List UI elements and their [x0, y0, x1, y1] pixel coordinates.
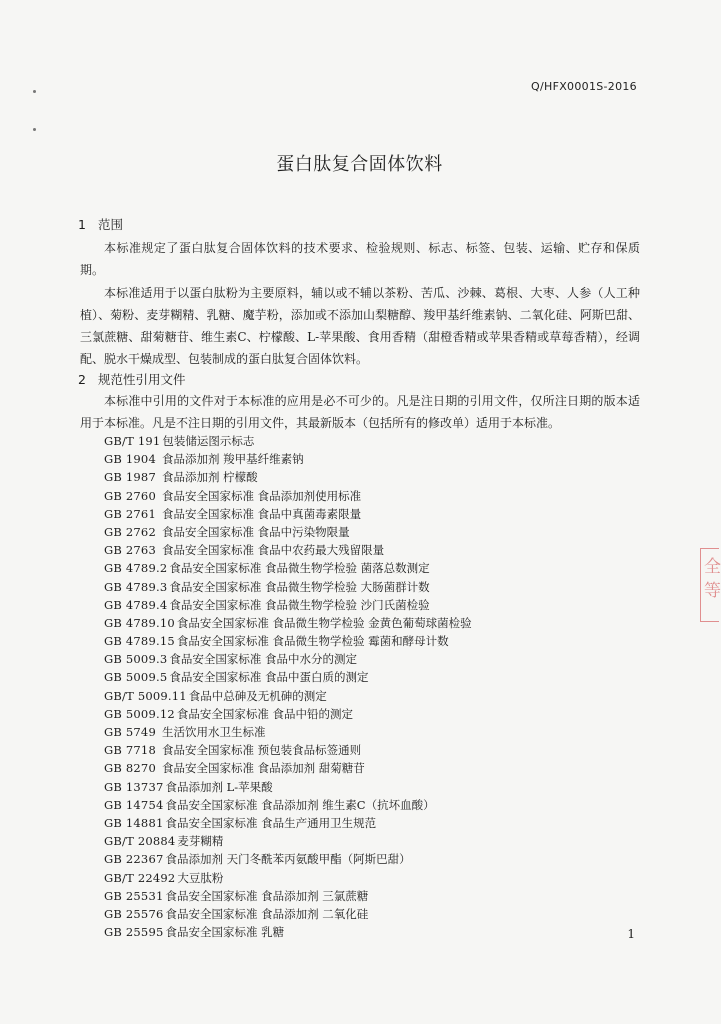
reference-code: GB 2763	[104, 543, 156, 558]
reference-name: 大豆肽粉	[177, 870, 224, 885]
reference-code: GB/T 5009.11	[104, 688, 187, 703]
binding-hole-dot	[33, 90, 36, 93]
reference-code: GB 4789.3	[104, 579, 168, 594]
reference-item	[104, 432, 644, 450]
section-title: 范围	[97, 217, 123, 232]
reference-item	[104, 723, 644, 741]
reference-name: 生活饮用水卫生标准	[162, 725, 266, 739]
reference-item	[104, 832, 644, 850]
reference-item	[104, 705, 644, 723]
reference-code: GB 25595	[104, 925, 164, 940]
reference-item	[104, 796, 644, 814]
reference-item	[104, 541, 644, 559]
reference-item	[104, 850, 644, 868]
reference-item	[104, 923, 644, 941]
reference-name: 食品安全国家标准 乳糖	[165, 925, 285, 940]
reference-code: GB/T 22492	[104, 870, 176, 885]
reference-name: 食品添加剂 L-苹果酸	[165, 779, 273, 794]
reference-item	[104, 759, 644, 777]
reference-item	[104, 905, 644, 923]
reference-item	[104, 887, 644, 905]
section-number: 2	[78, 372, 86, 387]
red-seal-stamp-fragment: 全 等	[700, 548, 719, 622]
reference-code: GB/T 191	[104, 434, 161, 448]
reference-item	[104, 450, 644, 468]
reference-name: 包装储运图示标志	[162, 434, 255, 448]
reference-item	[104, 650, 644, 668]
reference-name: 食品安全国家标准 食品微生物学检验 菌落总数测定	[169, 561, 430, 576]
reference-name: 食品安全国家标准 食品微生物学检验 大肠菌群计数	[169, 579, 430, 594]
reference-code: GB 5009.3	[104, 652, 168, 667]
reference-name: 食品安全国家标准 食品微生物学检验 霉菌和酵母计数	[176, 634, 449, 649]
paragraph: 本标准中引用的文件对于本标准的应用是必不可少的。凡是注日期的引用文件，仅所注日期的版本适用于本标准。凡是不注日期的引用文件，其最新版本（包括所有的修改单）适用于本标准。	[80, 394, 640, 430]
reference-name: 食品添加剂 羧甲基纤维素钠	[162, 452, 304, 467]
reference-code: GB 5009.5	[104, 670, 168, 685]
reference-code: GB 4789.15	[104, 634, 175, 649]
reference-list	[104, 432, 644, 941]
reference-name: 食品安全国家标准 食品微生物学检验 沙门氏菌检验	[169, 597, 430, 612]
reference-item	[104, 632, 644, 650]
reference-code: GB 4789.10	[104, 615, 175, 630]
reference-code: GB 13737	[104, 779, 164, 794]
section-heading-normative-references	[78, 370, 186, 388]
reference-code: GB 1987	[104, 470, 156, 485]
reference-item	[104, 869, 644, 887]
reference-name: 食品安全国家标准 食品中蛋白质的测定	[169, 670, 369, 685]
reference-item	[104, 778, 644, 796]
reference-code: GB 7718	[104, 743, 156, 758]
reference-item	[104, 596, 644, 614]
reference-item	[104, 814, 644, 832]
reference-name: 食品安全国家标准 食品添加剂使用标准	[162, 488, 362, 503]
paragraph: 本标准适用于以蛋白肽粉为主要原料，辅以或不辅以茶粉、苦瓜、沙棘、葛根、大枣、人参（人工种植）、菊粉、麦芽糊精、乳糖、魔芋粉，添加或不添加山梨糖醇、羧甲基纤维素钠、二氧化硅、阿斯巴甜、三氯蔗糖、甜菊糖苷、维生素C、柠檬酸、L-苹果酸、食用香精（甜橙香精或苹果香精或草莓香精），经调配、脱水干燥成型、包装制成的蛋白肽复合固体饮料。	[80, 286, 640, 366]
section-heading-scope	[78, 215, 123, 233]
document-title: 蛋白肽复合固体饮料	[276, 154, 443, 175]
reference-name: 食品安全国家标准 食品添加剂 二氧化硅	[165, 906, 369, 921]
reference-code: GB 5009.12	[104, 706, 175, 721]
reference-code: GB 14754	[104, 797, 164, 812]
reference-code: GB 14881	[104, 815, 164, 830]
reference-code: GB 4789.2	[104, 561, 168, 576]
reference-code: GB 8270	[104, 761, 156, 776]
paragraph: 本标准规定了蛋白肽复合固体饮料的技术要求、检验规则、标志、标签、包装、运输、贮存和保质期。	[80, 241, 640, 277]
reference-item	[104, 468, 644, 486]
reference-name: 麦芽糊精	[177, 834, 224, 849]
reference-item	[104, 614, 644, 632]
reference-name: 食品安全国家标准 食品中真菌毒素限量	[162, 506, 362, 521]
reference-item	[104, 578, 644, 596]
reference-code: GB 25531	[104, 888, 164, 903]
reference-code: GB 2762	[104, 524, 156, 539]
reference-name: 食品中总砷及无机砷的测定	[188, 688, 327, 703]
reference-item	[104, 668, 644, 686]
reference-item	[104, 687, 644, 705]
reference-name: 食品添加剂 天门冬酰苯丙氨酸甲酯（阿斯巴甜）	[165, 852, 411, 867]
reference-item	[104, 505, 644, 523]
reference-name: 食品安全国家标准 食品中铅的测定	[176, 706, 354, 721]
reference-name: 食品安全国家标准 食品微生物学检验 金黄色葡萄球菌检验	[176, 615, 472, 630]
reference-code: GB 1904	[104, 452, 156, 467]
reference-code: GB 2760	[104, 488, 156, 503]
reference-item	[104, 523, 644, 541]
reference-code: GB/T 20884	[104, 834, 176, 849]
reference-name: 食品安全国家标准 食品添加剂 维生素C（抗坏血酸）	[165, 797, 435, 812]
reference-name: 食品安全国家标准 食品中污染物限量	[162, 524, 350, 539]
page-number: 1	[627, 927, 635, 941]
reference-name: 食品安全国家标准 食品中水分的测定	[169, 652, 357, 667]
binding-hole-dot	[33, 128, 36, 131]
reference-name: 食品安全国家标准 食品添加剂 三氯蔗糖	[165, 888, 369, 903]
reference-name: 食品安全国家标准 食品生产通用卫生规范	[165, 815, 377, 830]
reference-item	[104, 741, 644, 759]
reference-code: GB 22367	[104, 852, 164, 867]
section-number: 1	[78, 217, 86, 232]
section-title: 规范性引用文件	[97, 372, 186, 387]
reference-code: GB 5749	[104, 725, 156, 739]
reference-item	[104, 487, 644, 505]
reference-name: 食品添加剂 柠檬酸	[162, 470, 258, 485]
reference-code: GB 4789.4	[104, 597, 168, 612]
reference-item	[104, 559, 644, 577]
reference-code: GB 2761	[104, 506, 156, 521]
reference-name: 食品安全国家标准 食品中农药最大残留限量	[162, 543, 385, 558]
document-code: Q/HFX0001S-2016	[531, 80, 637, 93]
reference-code: GB 25576	[104, 906, 164, 921]
reference-name: 食品安全国家标准 预包装食品标签通则	[162, 743, 362, 758]
reference-name: 食品安全国家标准 食品添加剂 甜菊糖苷	[162, 761, 365, 776]
